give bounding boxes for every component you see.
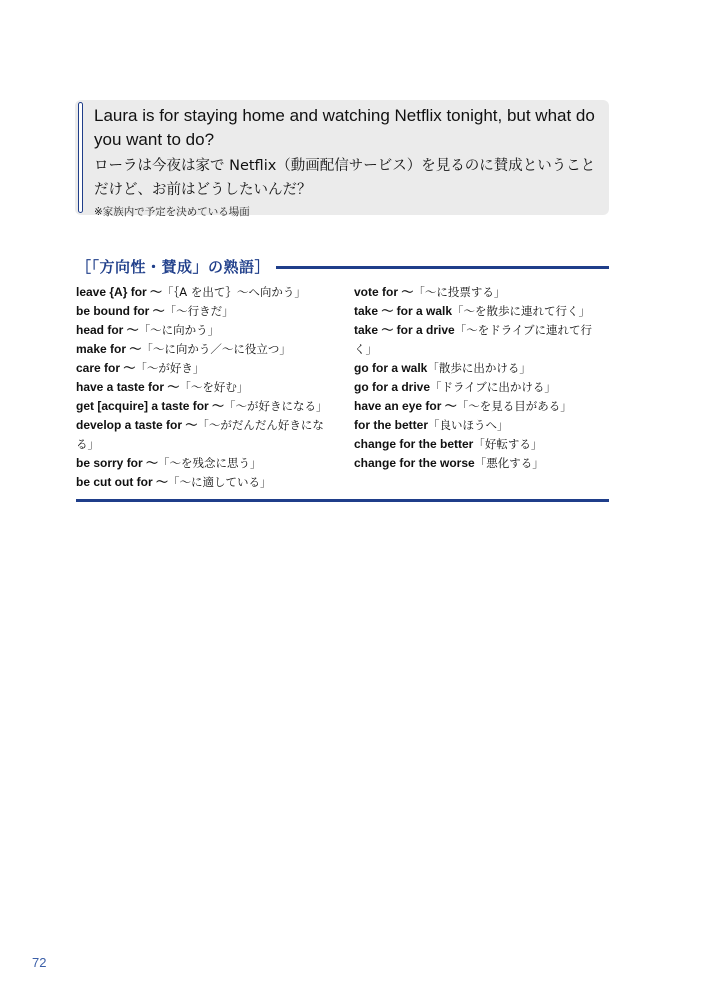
phrase-entry (76, 359, 334, 378)
phrase-japanese: 「好転する」 (473, 437, 543, 451)
phrase-japanese: 「散歩に出かける」 (427, 361, 531, 375)
phrase-japanese: 「悪化する」 (474, 456, 544, 470)
example-sentence-box (75, 100, 609, 218)
phrase-entry (354, 397, 609, 416)
phrase-entry (76, 378, 334, 397)
phrase-english: care for ～ (76, 361, 136, 375)
phrase-entry (354, 435, 609, 454)
phrase-japanese: 「｛A を出て｝～へ向かう」 (162, 285, 306, 299)
section-title-rule (276, 266, 609, 269)
phrase-english: be cut out for ～ (76, 475, 168, 489)
phrase-english: develop a taste for ～ (76, 418, 198, 432)
phrase-english: head for ～ (76, 323, 139, 337)
phrase-entry (354, 283, 609, 302)
phrase-english: take ～ for a drive (354, 323, 455, 337)
phrase-japanese: 「ドライブに出かける」 (430, 380, 556, 394)
section-title: ［「方向性・賛成」の熟語］ (76, 257, 271, 276)
page-number: 72 (32, 955, 47, 970)
phrase-entry (76, 473, 334, 492)
idiom-section-header (76, 255, 609, 277)
phrase-japanese: 「良いほうへ」 (428, 418, 509, 432)
phrase-japanese: 「～行きだ」 (164, 304, 234, 318)
phrase-english: make for ～ (76, 342, 142, 356)
phrase-japanese: 「～を見る目がある」 (456, 399, 572, 413)
phrase-english: go for a drive (354, 380, 431, 394)
phrase-japanese: 「～を散歩に連れて行く」 (452, 304, 591, 318)
phrase-english: change for the better (354, 437, 474, 451)
phrase-entry (354, 416, 609, 435)
phrase-entry (76, 397, 334, 416)
phrase-entry (354, 454, 609, 473)
phrase-entry (354, 378, 609, 397)
phrase-english: be sorry for ～ (76, 456, 159, 470)
phrase-entry (76, 416, 334, 454)
phrase-english: have an eye for ～ (354, 399, 457, 413)
phrase-japanese: 「～がだんだん好きになる」 (76, 418, 324, 451)
phrase-japanese: 「～に投票する」 (413, 285, 506, 299)
phrase-japanese: 「～に向かう」 (138, 323, 220, 337)
phrase-entry (76, 321, 334, 340)
phrase-japanese: 「～に適している」 (168, 475, 272, 489)
phrase-english: have a taste for ～ (76, 380, 180, 394)
phrase-japanese: 「～をドライブに連れて行く」 (354, 323, 593, 356)
phrase-english: change for the worse (354, 456, 475, 470)
phrase-entry (354, 359, 609, 378)
phrase-english: for the better (354, 418, 429, 432)
phrase-entry (76, 283, 334, 302)
phrase-english: vote for ～ (354, 285, 414, 299)
scene-note: ※家族内で予定を決めている場面 (94, 206, 250, 218)
phrase-entry (354, 321, 609, 359)
phrase-english: take ～ for a walk (354, 304, 453, 318)
japanese-translation: ローラは今夜は家で Netflix（動画配信サービス）を見るのに賛成ということだけど、お前はどうしたいんだ？ (94, 158, 596, 198)
phrase-japanese: 「～が好きになる」 (224, 399, 328, 413)
phrase-entry (354, 302, 609, 321)
section-bottom-rule (76, 499, 609, 502)
phrase-english: go for a walk (354, 361, 428, 375)
phrase-list-right (354, 283, 609, 473)
phrase-japanese: 「～に向かう／～に役立つ」 (141, 342, 291, 356)
phrase-entry (76, 340, 334, 359)
phrase-japanese: 「～を残念に思う」 (158, 456, 262, 470)
phrase-english: get [acquire] a taste for ～ (76, 399, 225, 413)
english-sentence: Laura is for staying home and watching Netflix tonight, but what do you want to do? (94, 106, 595, 149)
phrase-entry (76, 302, 334, 321)
phrase-japanese: 「～が好き」 (135, 361, 205, 375)
phrase-english: be bound for ～ (76, 304, 165, 318)
box-accent-bar (78, 102, 83, 213)
phrase-list-left (76, 283, 334, 492)
phrase-english: leave {A} for ～ (76, 285, 163, 299)
phrase-japanese: 「～を好む」 (179, 380, 249, 394)
phrase-entry (76, 454, 334, 473)
